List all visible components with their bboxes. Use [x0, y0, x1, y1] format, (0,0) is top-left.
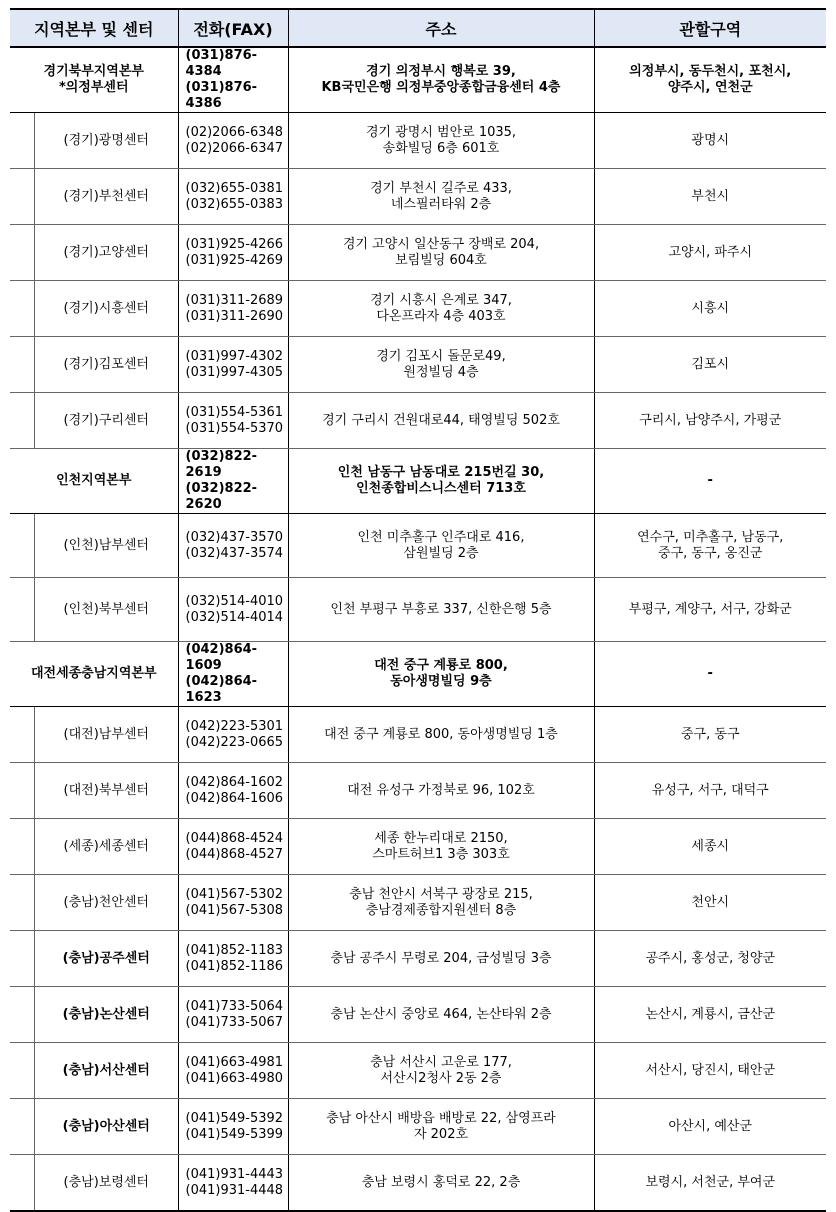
jurisdiction-line: 유성구, 서구, 대덕구 — [651, 782, 769, 798]
phone-fax-cell — [178, 393, 288, 449]
address-cell — [288, 819, 594, 875]
center-name: (충남)공주센터 — [62, 950, 150, 966]
center-name: (인천)북부센터 — [63, 601, 149, 617]
jurisdiction-line: 시흥시 — [691, 300, 730, 316]
jurisdiction-line: 중구, 동구, 옹진군 — [658, 545, 763, 561]
center-name-cell — [10, 1155, 178, 1212]
center-row — [10, 1099, 826, 1155]
address-cell — [288, 281, 594, 337]
phone-fax-cell — [178, 931, 288, 987]
center-name-cell — [10, 337, 178, 393]
regional-hq-row — [10, 449, 826, 514]
header-jurisdiction: 관할구역 — [594, 9, 826, 47]
center-row — [10, 281, 826, 337]
regional-hq-name — [10, 47, 178, 113]
phone-fax-cell — [178, 578, 288, 642]
indent-spacer — [10, 393, 35, 448]
center-name-cell — [10, 225, 178, 281]
jurisdiction-line: 김포시 — [691, 356, 730, 372]
center-name: (대전)북부센터 — [63, 782, 149, 798]
phone-line: (031)554-5361 — [185, 404, 284, 420]
address-line: 경기 시흥시 은계로 347, — [370, 292, 512, 308]
phone-line: (042)864-1602 — [185, 774, 284, 790]
phone-line: (041)567-5308 — [185, 902, 284, 918]
center-name-cell — [10, 281, 178, 337]
hq-name-line: 대전세종충남지역본부 — [30, 666, 157, 681]
address-line: 인천종합비스니스센터 713호 — [356, 481, 526, 496]
address-line: 송화빌딩 6층 601호 — [382, 140, 500, 156]
center-row — [10, 393, 826, 449]
phone-line: (041)567-5302 — [185, 886, 284, 902]
address-line: 인천 미추홀구 인주대로 416, — [357, 529, 525, 545]
center-row — [10, 113, 826, 169]
phone-fax-cell — [178, 707, 288, 763]
address-cell — [288, 514, 594, 578]
phone-line: (041)931-4448 — [185, 1182, 284, 1198]
jurisdiction-cell — [594, 393, 826, 449]
center-name: (경기)고양센터 — [63, 244, 149, 260]
address-line: 경기 고양시 일산동구 장백로 204, — [342, 236, 540, 252]
jurisdiction-cell — [594, 113, 826, 169]
jurisdiction-cell — [594, 1155, 826, 1212]
jurisdiction-cell — [594, 514, 826, 578]
phone-fax-cell — [178, 514, 288, 578]
address-line: 삼원빌딩 2층 — [403, 545, 479, 561]
center-name: (인천)남부센터 — [63, 537, 149, 553]
jurisdiction-line: 구리시, 남양주시, 가평군 — [639, 412, 782, 428]
jurisdiction-cell — [594, 763, 826, 819]
center-name-cell — [10, 819, 178, 875]
jurisdiction-cell — [594, 1099, 826, 1155]
jurisdiction-cell — [594, 875, 826, 931]
indent-spacer — [10, 578, 35, 641]
center-name: (충남)서산센터 — [62, 1062, 150, 1078]
center-row — [10, 225, 826, 281]
jurisdiction-cell — [594, 449, 826, 514]
center-row — [10, 987, 826, 1043]
indent-spacer — [10, 1099, 35, 1154]
phone-line: (041)852-1186 — [185, 958, 284, 974]
center-name-cell — [10, 707, 178, 763]
phone-fax-cell — [178, 47, 288, 113]
phone-line: (044)868-4527 — [185, 846, 284, 862]
header-row — [10, 9, 826, 47]
address-cell — [288, 47, 594, 113]
address-line: 경기 광명시 범안로 1035, — [365, 124, 517, 140]
jurisdiction-cell — [594, 931, 826, 987]
center-name: (경기)광명센터 — [63, 132, 149, 148]
indent-spacer — [10, 987, 35, 1042]
phone-fax-cell — [178, 875, 288, 931]
address-line: 스마트허브1 3층 303호 — [372, 846, 510, 862]
phone-line: (032)514-4014 — [185, 609, 284, 625]
address-cell — [288, 169, 594, 225]
indent-spacer — [10, 707, 35, 762]
phone-line: (041)852-1183 — [185, 942, 284, 958]
address-line: 경기 김포시 돌문로49, — [376, 348, 506, 364]
phone-line: (031)311-2690 — [185, 308, 284, 324]
address-cell — [288, 987, 594, 1043]
regional-hq-name — [10, 642, 178, 707]
phone-line: (042)864-1606 — [185, 790, 284, 806]
phone-line: (042)864-1623 — [185, 674, 258, 705]
jurisdiction-cell — [594, 987, 826, 1043]
jurisdiction-line: 논산시, 계룡시, 금산군 — [645, 1006, 776, 1022]
jurisdiction-cell — [594, 642, 826, 707]
center-row — [10, 578, 826, 642]
phone-fax-cell — [178, 1099, 288, 1155]
address-cell — [288, 763, 594, 819]
jurisdiction-line: 천안시 — [691, 894, 730, 910]
address-cell — [288, 1155, 594, 1212]
address-cell — [288, 707, 594, 763]
phone-fax-cell — [178, 337, 288, 393]
regional-hq-row — [10, 642, 826, 707]
center-row — [10, 1043, 826, 1099]
phone-line: (031)554-5370 — [185, 420, 284, 436]
jurisdiction-cell — [594, 337, 826, 393]
table-body — [10, 47, 826, 1211]
phone-line: (042)864-1609 — [185, 642, 258, 673]
hq-name-line: 경기북부지역본부 — [43, 64, 144, 79]
center-row — [10, 1155, 826, 1212]
phone-line: (031)876-4384 — [185, 48, 258, 79]
address-line: 충남 논산시 중앙로 464, 논산타워 2층 — [330, 1006, 552, 1022]
phone-fax-cell — [178, 642, 288, 707]
center-name-cell — [10, 875, 178, 931]
center-row — [10, 875, 826, 931]
phone-line: (02)2066-6348 — [185, 124, 284, 140]
phone-fax-cell — [178, 763, 288, 819]
jurisdiction-line: 중구, 동구 — [681, 726, 740, 742]
address-cell — [288, 642, 594, 707]
center-name-cell — [10, 169, 178, 225]
center-name: (충남)아산센터 — [62, 1118, 150, 1134]
jurisdiction-line: - — [707, 473, 713, 488]
center-name-cell — [10, 113, 178, 169]
jurisdiction-line: 보령시, 서천군, 부여군 — [645, 1174, 776, 1190]
indent-spacer — [10, 819, 35, 874]
address-line: 충남 보령시 홍덕로 22, 2층 — [361, 1174, 521, 1190]
jurisdiction-line: 의정부시, 동두천시, 포천시, — [629, 64, 792, 79]
center-name: (경기)시흥센터 — [63, 300, 149, 316]
phone-line: (02)2066-6347 — [185, 140, 284, 156]
center-name: (경기)구리센터 — [63, 412, 149, 428]
phone-line: (041)549-5392 — [185, 1110, 284, 1126]
regional-hq-row — [10, 47, 826, 113]
address-cell — [288, 113, 594, 169]
address-line: 충남 아산시 배방읍 배방로 22, 삼영프라 — [326, 1110, 556, 1126]
phone-fax-cell — [178, 169, 288, 225]
address-line: 충남 천안시 서북구 광장로 215, — [349, 886, 533, 902]
center-name: (충남)보령센터 — [63, 1174, 149, 1190]
address-line: 충남 공주시 무령로 204, 금성빌딩 3층 — [330, 950, 552, 966]
phone-line: (042)223-5301 — [185, 718, 284, 734]
jurisdiction-cell — [594, 281, 826, 337]
address-line: 대전 중구 계룡로 800, 동아생명빌딩 1층 — [324, 726, 558, 742]
center-row — [10, 169, 826, 225]
indent-spacer — [10, 1043, 35, 1098]
center-name: (경기)부천센터 — [63, 188, 149, 204]
indent-spacer — [10, 225, 35, 280]
address-line: KB국민은행 의정부중앙종합금융센터 4층 — [321, 80, 561, 95]
center-name-cell — [10, 987, 178, 1043]
jurisdiction-line: 세종시 — [691, 838, 730, 854]
indent-spacer — [10, 169, 35, 224]
phone-line: (031)876-4386 — [185, 80, 258, 111]
center-row — [10, 337, 826, 393]
address-line: 경기 의정부시 행복로 39, — [366, 64, 516, 79]
phone-fax-cell — [178, 819, 288, 875]
address-line: 충남 서산시 고운로 177, — [370, 1054, 512, 1070]
phone-line: (032)514-4010 — [185, 593, 284, 609]
indent-spacer — [10, 931, 35, 986]
center-name: (충남)논산센터 — [62, 1006, 150, 1022]
address-cell — [288, 225, 594, 281]
center-name-cell — [10, 514, 178, 578]
indent-spacer — [10, 514, 35, 577]
jurisdiction-line: 아산시, 예산군 — [668, 1118, 753, 1134]
indent-spacer — [10, 337, 35, 392]
jurisdiction-cell — [594, 225, 826, 281]
address-cell — [288, 393, 594, 449]
jurisdiction-line: 부천시 — [691, 188, 730, 204]
indent-spacer — [10, 1155, 35, 1210]
phone-line: (041)663-4980 — [185, 1070, 284, 1086]
address-cell — [288, 1099, 594, 1155]
address-cell — [288, 449, 594, 514]
phone-line: (042)223-0665 — [185, 734, 284, 750]
indent-spacer — [10, 763, 35, 818]
indent-spacer — [10, 281, 35, 336]
jurisdiction-line: 광명시 — [691, 132, 730, 148]
address-cell — [288, 931, 594, 987]
address-line: 인천 부평구 부흥로 337, 신한은행 5층 — [330, 601, 552, 617]
jurisdiction-line: 서산시, 당진시, 태안군 — [645, 1062, 776, 1078]
phone-fax-cell — [178, 225, 288, 281]
indent-spacer — [10, 875, 35, 930]
address-line: 네스필러타워 2층 — [390, 196, 492, 212]
jurisdiction-line: 고양시, 파주시 — [668, 244, 753, 260]
hq-name-line: 인천지역본부 — [56, 473, 132, 488]
address-line: 충남경제종합지원센터 8층 — [365, 902, 517, 918]
address-line: 대전 중구 계룡로 800, — [374, 658, 508, 673]
jurisdiction-line: 공주시, 홍성군, 청양군 — [645, 950, 776, 966]
address-line: 경기 부천시 길주로 433, — [370, 180, 512, 196]
phone-line: (032)822-2620 — [185, 481, 258, 512]
phone-fax-cell — [178, 449, 288, 514]
center-name-cell — [10, 931, 178, 987]
header-phone-fax: 전화(FAX) — [178, 9, 288, 47]
phone-line: (044)868-4524 — [185, 830, 284, 846]
center-name-cell — [10, 1099, 178, 1155]
center-directory-table — [10, 8, 826, 1212]
center-name: (경기)김포센터 — [63, 356, 149, 372]
phone-line: (031)925-4266 — [185, 236, 284, 252]
phone-fax-cell — [178, 113, 288, 169]
jurisdiction-cell — [594, 1043, 826, 1099]
jurisdiction-cell — [594, 169, 826, 225]
address-cell — [288, 578, 594, 642]
center-name: (세종)세종센터 — [63, 838, 149, 854]
address-line: 서산시2청사 2동 2층 — [380, 1070, 502, 1086]
address-cell — [288, 875, 594, 931]
phone-line: (031)925-4269 — [185, 252, 284, 268]
address-line: 대전 유성구 가정북로 96, 102호 — [347, 782, 535, 798]
phone-line: (032)437-3574 — [185, 545, 284, 561]
phone-fax-cell — [178, 281, 288, 337]
jurisdiction-cell — [594, 47, 826, 113]
phone-fax-cell — [178, 987, 288, 1043]
center-name-cell — [10, 578, 178, 642]
address-line: 인천 남동구 남동대로 215번길 30, — [337, 465, 545, 480]
center-name: (대전)남부센터 — [63, 726, 149, 742]
address-line: 원정빌딩 4층 — [403, 364, 479, 380]
center-row — [10, 819, 826, 875]
center-row — [10, 514, 826, 578]
jurisdiction-line: 연수구, 미추홀구, 남동구, — [637, 529, 784, 545]
phone-line: (041)663-4981 — [185, 1054, 284, 1070]
center-name-cell — [10, 393, 178, 449]
jurisdiction-line: 부평구, 계양구, 서구, 강화군 — [628, 601, 792, 617]
address-line: 세종 한누리대로 2150, — [374, 830, 508, 846]
center-name: (충남)천안센터 — [63, 894, 149, 910]
phone-fax-cell — [178, 1155, 288, 1212]
indent-spacer — [10, 113, 35, 168]
phone-fax-cell — [178, 1043, 288, 1099]
jurisdiction-cell — [594, 819, 826, 875]
phone-line: (031)997-4302 — [185, 348, 284, 364]
center-row — [10, 763, 826, 819]
phone-line: (041)733-5067 — [185, 1014, 284, 1030]
phone-line: (032)822-2619 — [185, 449, 258, 480]
address-line: 동아생명빌딩 9층 — [390, 674, 492, 689]
phone-line: (032)655-0383 — [185, 196, 284, 212]
phone-line: (041)931-4443 — [185, 1166, 284, 1182]
phone-line: (031)311-2689 — [185, 292, 284, 308]
header-address: 주소 — [288, 9, 594, 47]
address-line: 경기 구리시 건원대로44, 태영빌딩 502호 — [322, 412, 560, 428]
center-name-cell — [10, 763, 178, 819]
phone-line: (041)549-5399 — [185, 1126, 284, 1142]
phone-line: (032)437-3570 — [185, 529, 284, 545]
jurisdiction-line: 양주시, 연천군 — [667, 80, 753, 95]
hq-name-line: *의정부센터 — [58, 80, 129, 95]
header-region-center: 지역본부 및 센터 — [10, 9, 178, 47]
jurisdiction-line: - — [707, 666, 713, 681]
address-cell — [288, 1043, 594, 1099]
center-row — [10, 931, 826, 987]
regional-hq-name — [10, 449, 178, 514]
jurisdiction-cell — [594, 578, 826, 642]
address-line: 보림빌딩 604호 — [395, 252, 487, 268]
center-name-cell — [10, 1043, 178, 1099]
jurisdiction-cell — [594, 707, 826, 763]
center-row — [10, 707, 826, 763]
phone-line: (031)997-4305 — [185, 364, 284, 380]
address-cell — [288, 337, 594, 393]
phone-line: (041)733-5064 — [185, 998, 284, 1014]
address-line: 다온프라자 4층 403호 — [376, 308, 506, 324]
phone-line: (032)655-0381 — [185, 180, 284, 196]
address-line: 자 202호 — [413, 1126, 469, 1142]
